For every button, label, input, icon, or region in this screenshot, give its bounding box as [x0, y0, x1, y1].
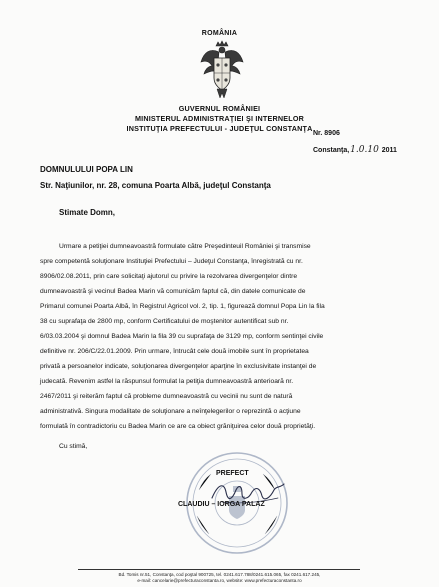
body-line: definitive nr. 206/C/22.01.2009. Prin urmare, întrucât cele două imobile sunt în proprietatea: [40, 348, 309, 355]
body-line: formulată în contradictoriu cu Badea Marin ce are ca obiect grăniţuirea celor două proprietăţi.: [40, 423, 316, 430]
body-line: Urmare a petiţiei dumneavoastră formulate către Preşedinteuil României şi transmise: [59, 243, 311, 250]
body-line: spre competentă soluţionare Instituţiei Prefectului – Judeţul Constanţa, înregistrată cu nr.: [40, 258, 303, 265]
government-heading: GUVERNUL ROMÂNIEI: [178, 104, 261, 113]
signatory-title: PREFECT: [216, 470, 249, 477]
footer-contact: e-mail: cancelarie@prefecturaconstanta.ro, website: www.prefecturaconstanta.ro: [137, 578, 302, 583]
body-line: administrativă. Singura modalitate de soluţionare a neînţelegerilor o reprezintă o acţiune: [40, 408, 301, 415]
place-and-date: [313, 145, 397, 155]
body-line: 6/03.03.2004 şi domnul Badea Marin la fila 39 cu suprafaţa de 3129 mp, conform sentinţei civile: [40, 333, 324, 340]
body-line: dumneavoastră şi vecinul Badea Marin vă comunicăm faptul că, din datele comunicate de: [40, 288, 306, 295]
coat-of-arms-emblem: [198, 40, 246, 100]
closing-phrase: Cu stimă,: [59, 443, 88, 450]
body-line: judecată. Revenim astfel la răspunsul formulat la petiţia dumneavoastră anterioară nr.: [40, 378, 294, 385]
body-line: 2467/2011 şi reiterăm faptul că probleme dumneavoastră cu vecinii nu sunt de natură: [40, 393, 293, 400]
institution-heading: INSTITUŢIA PREFECTULUI - JUDEŢUL CONSTANŢA: [126, 124, 313, 133]
country-heading: ROMÂNIA: [201, 30, 238, 37]
ministry-heading: MINISTERUL ADMINISTRAŢIEI ŞI INTERNELOR: [134, 114, 305, 123]
body-line: privată a persoanelor indicate, soluţionarea divergenţelor aparţine în exclusivitate instanţei de: [40, 363, 317, 370]
handwritten-date: 1.0.10: [350, 145, 379, 155]
recipient-address: Str. Naţiunilor, nr. 28, comuna Poarta Albă, judeţul Constanţa: [40, 181, 271, 190]
date-year: 2011: [381, 147, 397, 154]
footer-address: Bd. Tomis nr.51, Constanţa, cod poştal 900725, tel. 0241.617.788/0241.615.065, fax 0241.617.245,: [118, 572, 321, 577]
recipient-name: DOMNULULUI POPA LIN: [40, 165, 133, 174]
registration-number: Nr. 8906: [313, 130, 340, 137]
footer-divider: [78, 569, 360, 570]
signatory-name: CLAUDIU – IORGA PALAZ: [178, 501, 265, 508]
salutation: Stimate Domn,: [59, 208, 116, 217]
body-line: Primarul comunei Poarta Albă, în Registrul Agricol vol. 2, tip. 1, figurează domnul Popa Lin la fila: [40, 303, 325, 310]
body-line: 38 cu suprafaţa de 2800 mp, conform Certificatului de moştenitor autentificat sub nr.: [40, 318, 289, 325]
place-label: Constanţa,: [313, 147, 350, 154]
body-line: 8906/02.08.2011, prin care solicitaţi ajutorul cu privire la rezolvarea divergenţelor dintre: [40, 273, 298, 280]
